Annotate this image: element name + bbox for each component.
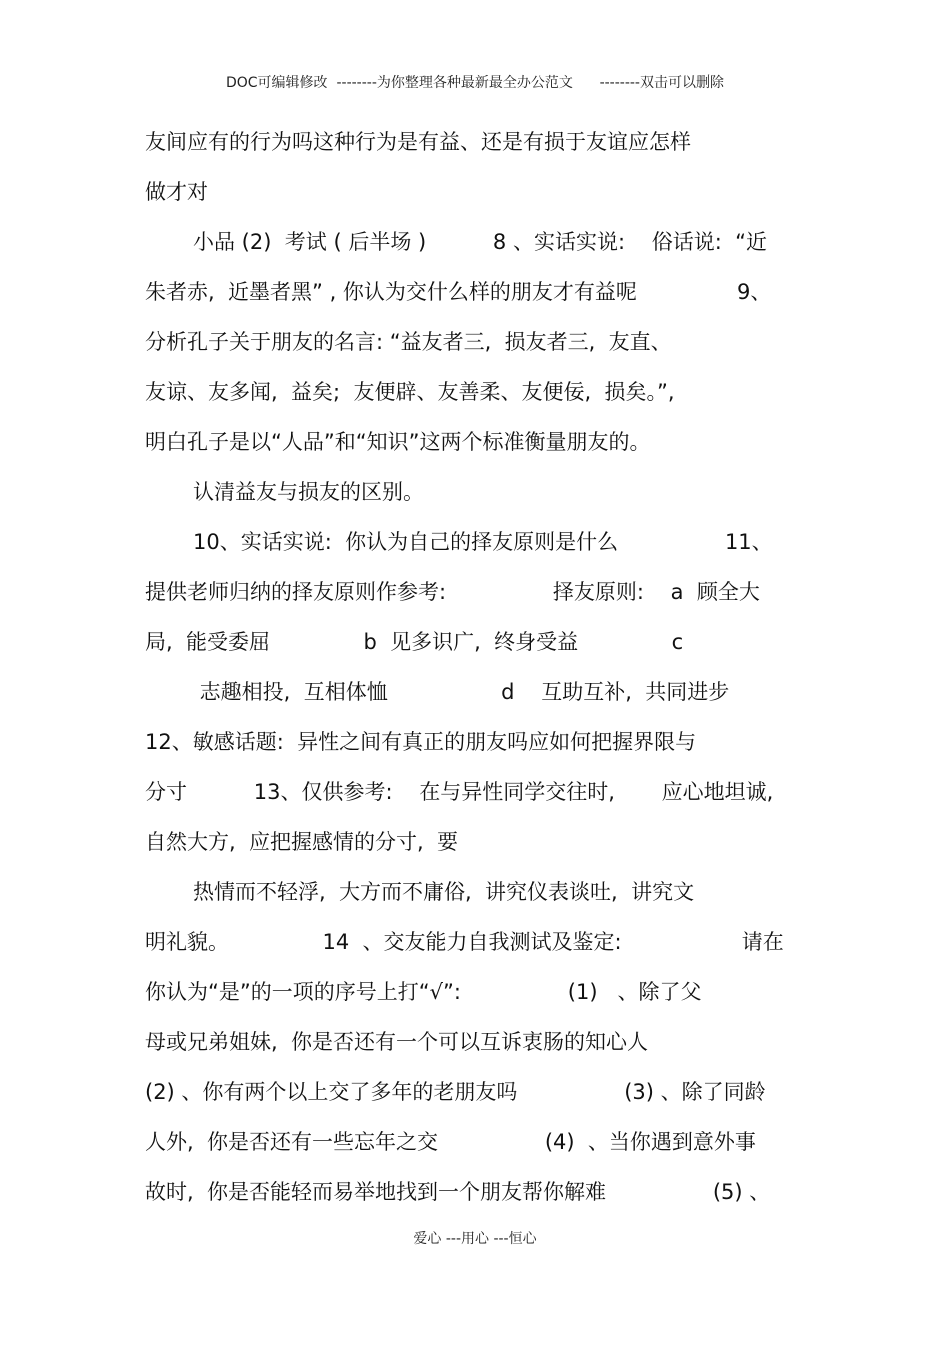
body-line: 故时, 你是否能轻而易举地找到一个朋友帮你解难 (5) 、 — [145, 1180, 771, 1204]
body-line: 10、实话实说: 你认为自己的择友原则是什么 11、 — [193, 530, 773, 554]
body-line: 分寸 13、仅供参考: 在与异性同学交往时, 应心地坦诚, — [145, 780, 774, 804]
body-line: 提供老师归纳的择友原则作参考: 择友原则: a 顾全大 — [145, 580, 760, 604]
body-line: 友谅、友多闻, 益矣; 友便辟、友善柔、友便佞, 损矣。”, — [145, 380, 675, 404]
body-line: 志趣相投, 互相体恤 d 互助互补, 共同进步 — [193, 680, 730, 704]
body-line: 朱者赤, 近墨者黑” , 你认为交什么样的朋友才有益呢 9、 — [145, 280, 772, 304]
body-line: 热情而不轻浮, 大方而不庸俗, 讲究仪表谈吐, 讲究文 — [193, 880, 695, 904]
page-footer: 爱心 ---用心 ---恒心 — [413, 1231, 537, 1247]
body-line: 12、敏感话题: 异性之间有真正的朋友吗应如何把握界限与 — [145, 730, 697, 754]
body-line: 做才对 — [145, 180, 208, 204]
body-line: 人外, 你是否还有一些忘年之交 (4) 、当你遇到意外事 — [145, 1130, 756, 1154]
body-line: 友间应有的行为吗这种行为是有益、还是有损于友谊应怎样 — [145, 130, 691, 154]
body-line: 分析孔子关于朋友的名言: “益友者三, 损友者三, 友直、 — [145, 330, 672, 354]
body-line: 明礼貌。 14 、交友能力自我测试及鉴定: 请在 — [145, 930, 784, 954]
body-line: 你认为“是”的一项的序号上打“√”: (1) 、除了父 — [145, 980, 702, 1004]
body-line: 母或兄弟姐妹, 你是否还有一个可以互诉衷肠的知心人 — [145, 1030, 649, 1054]
body-line: 认清益友与损友的区别。 — [193, 480, 424, 504]
body-line: 局, 能受委屈 b 见多识广, 终身受益 c — [145, 630, 684, 654]
body-line: (2) 、你有两个以上交了多年的老朋友吗 (3) 、除了同龄 — [145, 1080, 766, 1104]
page-header: DOC可编辑修改 --------为你整理各种最新最全办公范文 --------双击可以删除 — [225, 75, 724, 91]
body-line: 自然大方, 应把握感情的分寸, 要 — [145, 830, 459, 854]
body-line: 明白孔子是以“人品”和“知识”这两个标准衡量朋友的。 — [145, 430, 651, 454]
body-line: 小品 (2) 考试 ( 后半场 ) 8 、实话实说: 俗话说: “近 — [193, 230, 768, 254]
